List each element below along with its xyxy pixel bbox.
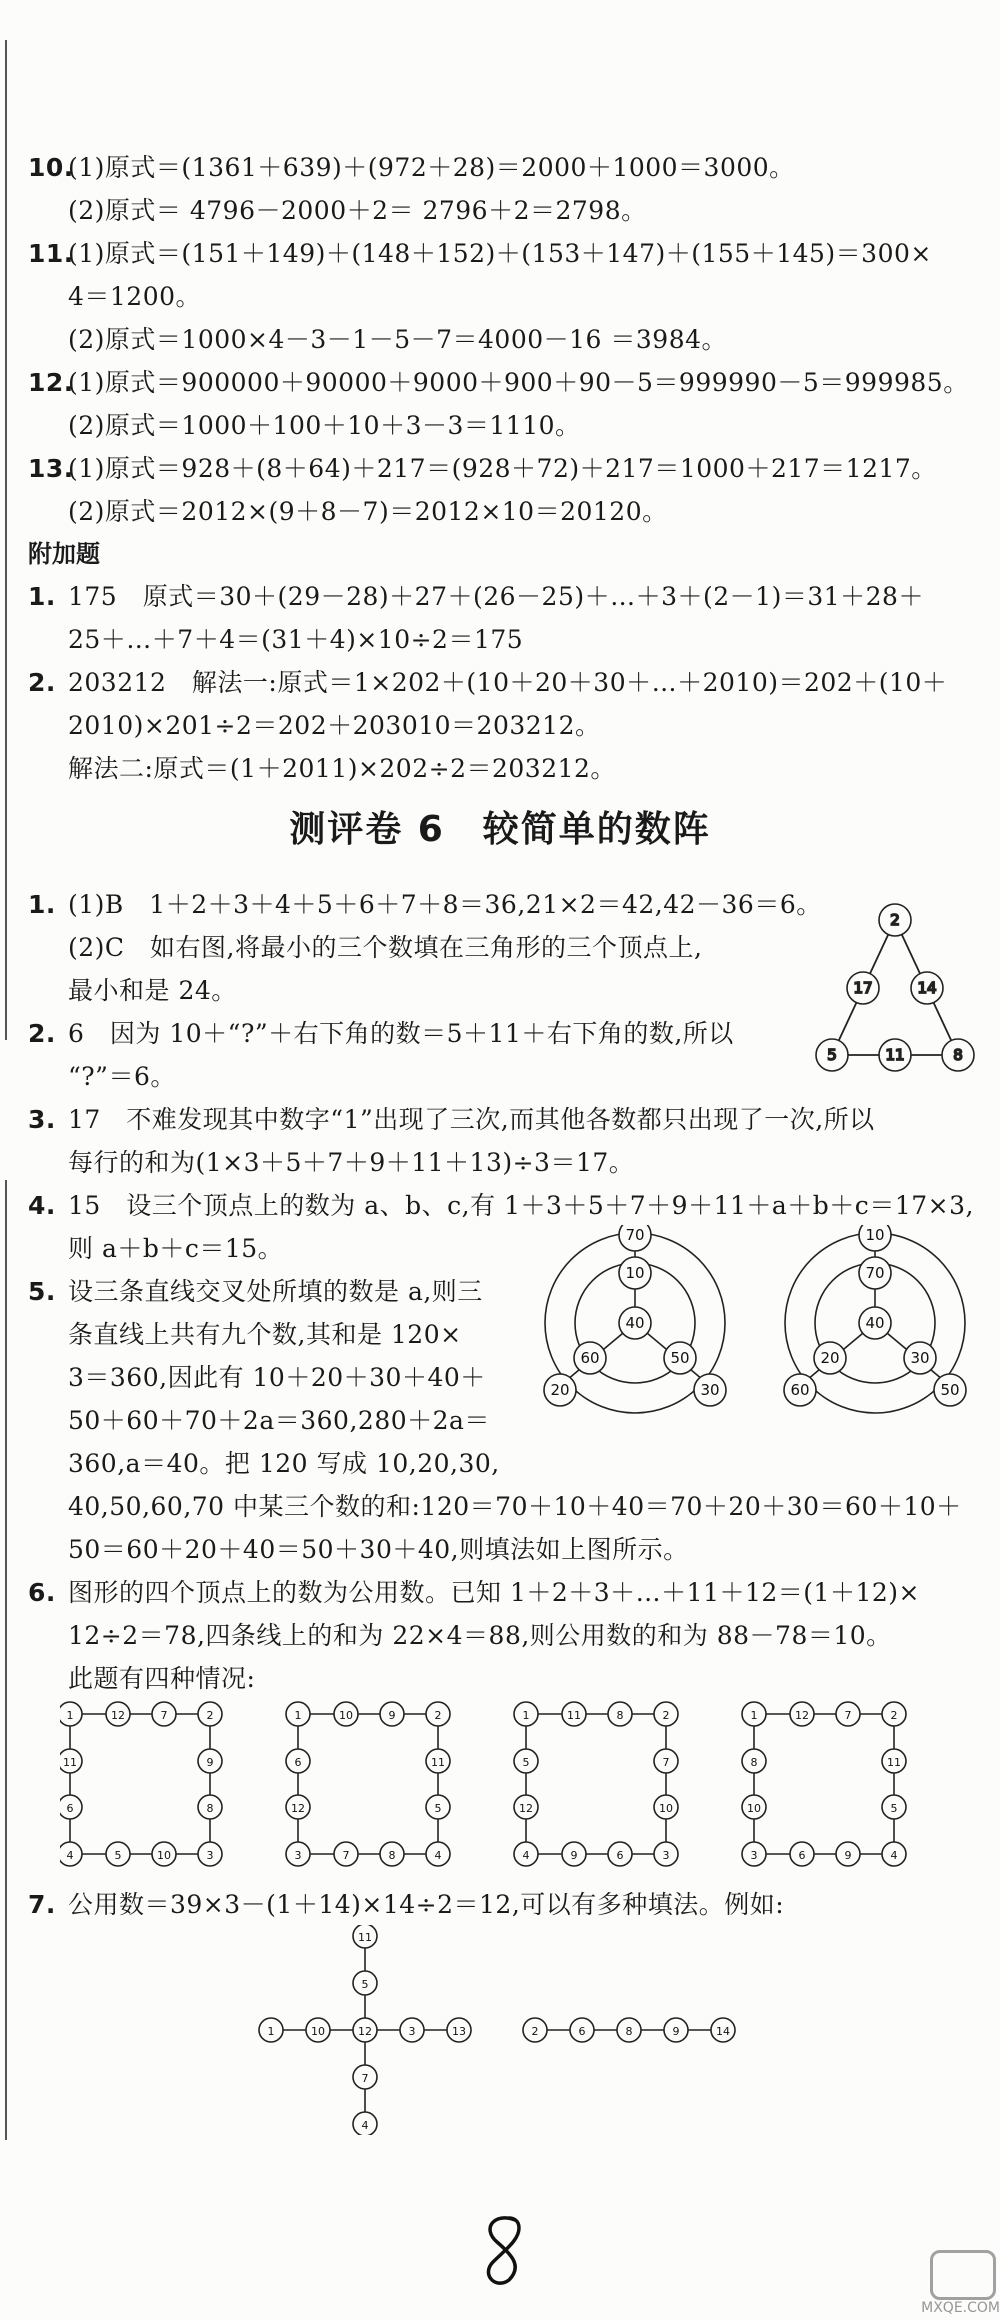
- frame-node-label: 1: [522, 1709, 530, 1722]
- frame-node-label: 7: [662, 1756, 670, 1769]
- frame-node: [198, 1795, 222, 1819]
- frame-node-label: 5: [434, 1802, 442, 1815]
- frame-node: [742, 1749, 766, 1773]
- frame-node-label: 11: [887, 1756, 901, 1769]
- frame-node: [654, 1795, 678, 1819]
- chain-node-label: 2: [531, 2025, 539, 2038]
- frame-node-label: 3: [750, 1849, 758, 1862]
- a5-line-2: 条直线上共有九个数,其和是 120×: [68, 1320, 462, 1349]
- triangle-diagram: [800, 895, 990, 1085]
- a7-number: 7.: [28, 1890, 56, 1919]
- frame-node-label: 5: [522, 1756, 530, 1769]
- ring-node-outer-left: [784, 1374, 816, 1406]
- ring-node-inner-right: [664, 1342, 696, 1374]
- bonus1-line-2: 25＋…＋7＋4＝(31＋4)×10÷2＝175: [68, 625, 524, 654]
- frame-node-label: 2: [890, 1709, 898, 1722]
- cross-node-label: 7: [361, 2072, 369, 2085]
- frame-node: [106, 1842, 130, 1866]
- triangle-node-bottom-right-label: 8: [953, 1046, 963, 1064]
- cross-node: [353, 2065, 377, 2089]
- ring-node-outer-left-label: 60: [790, 1381, 810, 1399]
- ring-node-inner-left: [814, 1342, 846, 1374]
- triangle-node-bottom-mid-label: 11: [885, 1046, 905, 1064]
- frame-node: [790, 1842, 814, 1866]
- ring-node-outer-left: [544, 1374, 576, 1406]
- frame-node-label: 2: [206, 1709, 214, 1722]
- frame-node: [654, 1702, 678, 1726]
- frame-node: [608, 1702, 632, 1726]
- frame-node-label: 3: [662, 1849, 670, 1862]
- frame-node: [60, 1795, 82, 1819]
- chain-node-label: 14: [716, 2025, 730, 2038]
- frame-node: [198, 1749, 222, 1773]
- frame-node: [60, 1842, 82, 1866]
- ring-node-top-label: 10: [865, 1226, 885, 1244]
- frame-node-label: 10: [157, 1849, 171, 1862]
- frame-node: [836, 1842, 860, 1866]
- cross-node: [306, 2018, 330, 2042]
- frame-node: [380, 1842, 404, 1866]
- frame-node: [286, 1702, 310, 1726]
- frame-node: [514, 1749, 538, 1773]
- frame-node: [742, 1795, 766, 1819]
- chain-node-label: 6: [578, 2025, 586, 2038]
- triangle-node-bottom-left: [816, 1039, 848, 1071]
- frame-node-label: 10: [659, 1802, 673, 1815]
- a7-line-1: 公用数＝39×3－(1＋14)×14÷2＝12,可以有多种填法。例如:: [68, 1890, 785, 1919]
- circle-diagram-1: [540, 1225, 730, 1415]
- frame-node: [286, 1749, 310, 1773]
- frame-node-label: 1: [66, 1709, 74, 1722]
- section-title: 测评卷 6 较简单的数阵: [289, 809, 711, 850]
- frame-node: [152, 1702, 176, 1726]
- ring-node-center-label: 40: [865, 1314, 885, 1332]
- frame-node-label: 9: [388, 1709, 396, 1722]
- a1-number: 1.: [28, 890, 56, 919]
- frame-node-label: 12: [291, 1802, 305, 1815]
- frame-node: [654, 1749, 678, 1773]
- ring-node-outer-right: [694, 1374, 726, 1406]
- cross-node: [447, 2018, 471, 2042]
- frame-node: [426, 1842, 450, 1866]
- ring-node-inner-left-label: 20: [820, 1349, 840, 1367]
- q13-number: 13.: [28, 454, 74, 483]
- handwritten-page-number: [475, 2210, 535, 2290]
- frame-node: [106, 1702, 130, 1726]
- watermark-badge: [930, 2250, 996, 2300]
- chain-node-label: 9: [672, 2025, 680, 2038]
- frame-node-label: 6: [294, 1756, 302, 1769]
- triangle-node-left-label: 17: [853, 979, 873, 997]
- frame-node-label: 6: [616, 1849, 624, 1862]
- frame-node: [654, 1842, 678, 1866]
- a2-line-2: “?”＝6。: [68, 1062, 176, 1091]
- cross-node-label: 1: [267, 2025, 275, 2038]
- chain-node: [711, 2018, 735, 2042]
- a3-number: 3.: [28, 1105, 56, 1134]
- cross-node-label: 3: [408, 2025, 416, 2038]
- a1-line-1: (1)B 1＋2＋3＋4＋5＋6＋7＋8＝36,21×2＝42,42－36＝6。: [68, 890, 822, 919]
- a3-line-2: 每行的和为(1×3＋5＋7＋9＋11＋13)÷3＝17。: [68, 1148, 635, 1177]
- frame-node: [60, 1702, 82, 1726]
- bonus2-line-1: 203212 解法一:原式＝1×202＋(10＋20＋30＋…＋2010)＝202＋(10＋: [68, 668, 948, 697]
- frame-node-label: 3: [294, 1849, 302, 1862]
- frame-node: [562, 1842, 586, 1866]
- ring-node-inner-right-label: 30: [910, 1349, 930, 1367]
- frame-node-label: 11: [431, 1756, 445, 1769]
- bonus1-line-1: 175 原式＝30＋(29－28)＋27＋(26－25)＋…＋3＋(2－1)＝31＋28＋: [68, 582, 924, 611]
- cross-node: [353, 2018, 377, 2042]
- bonus2-line-3: 解法二:原式＝(1＋2011)×202÷2＝203212。: [68, 754, 616, 783]
- q10-line-1: (1)原式＝(1361＋639)＋(972＋28)＝2000＋1000＝3000。: [68, 153, 795, 182]
- frame-node-label: 8: [388, 1849, 396, 1862]
- frame-node: [286, 1842, 310, 1866]
- frame-node: [742, 1702, 766, 1726]
- frame-node-label: 4: [66, 1849, 74, 1862]
- ring-node-center-label: 40: [625, 1314, 645, 1332]
- a6-line-3: 此题有四种情况:: [68, 1664, 256, 1693]
- ring-node-center: [859, 1307, 891, 1339]
- frame-node-label: 12: [111, 1709, 125, 1722]
- frame-node-label: 10: [339, 1709, 353, 1722]
- q12-number: 12.: [28, 368, 74, 397]
- chain-node-label: 8: [625, 2025, 633, 2038]
- frame-node: [198, 1702, 222, 1726]
- binding-rule-lower: [5, 1180, 7, 2140]
- ring-node-inner-top: [859, 1257, 891, 1289]
- bonus1-number: 1.: [28, 582, 56, 611]
- a4-line-1: 15 设三个顶点上的数为 a、b、c,有 1＋3＋5＋7＋9＋11＋a＋b＋c＝17×3,: [68, 1191, 974, 1220]
- frame-node-label: 6: [66, 1802, 74, 1815]
- frame-node-label: 7: [160, 1709, 168, 1722]
- frame-node-label: 4: [522, 1849, 530, 1862]
- frame-node-label: 9: [206, 1756, 214, 1769]
- q11-number: 11.: [28, 239, 74, 268]
- frame-node-label: 4: [890, 1849, 898, 1862]
- a6-number: 6.: [28, 1578, 56, 1607]
- frame-node: [152, 1842, 176, 1866]
- binding-rule: [5, 40, 7, 1040]
- cross-node-label: 4: [361, 2119, 369, 2132]
- a3-line-1: 17 不难发现其中数字“1”出现了三次,而其他各数都只出现了一次,所以: [68, 1105, 875, 1134]
- cross-and-chain-diagram: [240, 1925, 760, 2135]
- chain-node: [617, 2018, 641, 2042]
- q11-line-1: (1)原式＝(151＋149)＋(148＋152)＋(153＋147)＋(155＋145)＝300×: [68, 239, 932, 268]
- ring-node-outer-left-label: 20: [550, 1381, 570, 1399]
- watermark-text: MXQE.COM: [921, 2300, 1000, 2316]
- bonus2-number: 2.: [28, 668, 56, 697]
- ring-node-inner-left-label: 60: [580, 1349, 600, 1367]
- cross-node: [259, 2018, 283, 2042]
- frame-node-label: 7: [844, 1709, 852, 1722]
- frame-node: [514, 1842, 538, 1866]
- ring-node-outer-right: [934, 1374, 966, 1406]
- q10-line-2: (2)原式＝ 4796－2000＋2＝ 2796＋2＝2798。: [68, 196, 647, 225]
- frame-node: [60, 1749, 82, 1773]
- frame-node: [790, 1702, 814, 1726]
- q12-line-1: (1)原式＝900000＋90000＋9000＋900＋90－5＝999990－5＝999985。: [68, 368, 969, 397]
- chain-node: [523, 2018, 547, 2042]
- frame-node: [882, 1702, 906, 1726]
- frame-node-label: 10: [747, 1802, 761, 1815]
- cross-node-label: 12: [358, 2025, 372, 2038]
- frame-node: [514, 1702, 538, 1726]
- frame-node: [426, 1702, 450, 1726]
- a5-number: 5.: [28, 1277, 56, 1306]
- a5-line-5: 360,a＝40。把 120 写成 10,20,30,: [68, 1449, 500, 1478]
- frame-node-label: 8: [750, 1756, 758, 1769]
- triangle-node-left: [847, 972, 879, 1004]
- cross-node-label: 5: [361, 1978, 369, 1991]
- a6-line-2: 12÷2＝78,四条线上的和为 22×4＝88,则公用数的和为 88－78＝10。: [68, 1621, 892, 1650]
- triangle-node-bottom-mid: [879, 1039, 911, 1071]
- q11-line-2: 4＝1200。: [68, 282, 202, 311]
- ring-node-inner-top-label: 10: [625, 1264, 645, 1282]
- triangle-node-bottom-right: [942, 1039, 974, 1071]
- triangle-node-right-label: 14: [917, 979, 937, 997]
- ring-node-top: [859, 1225, 891, 1251]
- cross-node-label: 10: [311, 2025, 325, 2038]
- frame-node-label: 8: [616, 1709, 624, 1722]
- chain-node: [570, 2018, 594, 2042]
- ring-node-inner-right-label: 50: [670, 1349, 690, 1367]
- frame-node-label: 11: [63, 1756, 77, 1769]
- triangle-node-top: [879, 904, 911, 936]
- cross-node: [400, 2018, 424, 2042]
- frame-node-label: 5: [890, 1802, 898, 1815]
- frame-node: [426, 1795, 450, 1819]
- q13-line-2: (2)原式＝2012×(9＋8－7)＝2012×10＝20120。: [68, 497, 668, 526]
- frame-node: [882, 1842, 906, 1866]
- ring-node-inner-left: [574, 1342, 606, 1374]
- cross-node: [353, 2112, 377, 2135]
- a5-line-6: 40,50,60,70 中某三个数的和:120＝70＋10＋40＝70＋20＋30＝60＋10＋: [68, 1492, 962, 1521]
- frame-node: [514, 1795, 538, 1819]
- cross-node-label: 13: [452, 2025, 466, 2038]
- frame-node: [286, 1795, 310, 1819]
- triangle-node-right: [911, 972, 943, 1004]
- frame-node-label: 2: [434, 1709, 442, 1722]
- triangle-node-bottom-left-label: 5: [827, 1046, 837, 1064]
- a6-line-1: 图形的四个顶点上的数为公用数。已知 1＋2＋3＋…＋11＋12＝(1＋12)×: [68, 1578, 920, 1607]
- frame-node: [562, 1702, 586, 1726]
- a2-line-1: 6 因为 10＋“?”＋右下角的数＝5＋11＋右下角的数,所以: [68, 1019, 734, 1048]
- a5-line-4: 50＋60＋70＋2a＝360,280＋2a＝: [68, 1406, 490, 1435]
- q11-line-3: (2)原式＝1000×4－3－1－5－7＝4000－16 ＝3984。: [68, 325, 728, 354]
- ring-node-inner-top: [619, 1257, 651, 1289]
- q12-line-2: (2)原式＝1000＋100＋10＋3－3＝1110。: [68, 411, 581, 440]
- frame-node-label: 5: [114, 1849, 122, 1862]
- frame-node: [334, 1702, 358, 1726]
- ring-node-center: [619, 1307, 651, 1339]
- bonus-heading: 附加题: [28, 540, 100, 568]
- bonus2-line-2: 2010)×201÷2＝202＋203010＝203212。: [68, 711, 601, 740]
- frame-node-label: 12: [795, 1709, 809, 1722]
- frame-node-label: 6: [798, 1849, 806, 1862]
- frame-node-label: 3: [206, 1849, 214, 1862]
- frame-node: [198, 1842, 222, 1866]
- frame-node: [742, 1842, 766, 1866]
- frame-node: [380, 1702, 404, 1726]
- ring-node-top: [619, 1225, 651, 1251]
- a2-number: 2.: [28, 1019, 56, 1048]
- a5-line-1: 设三条直线交叉处所填的数是 a,则三: [68, 1277, 483, 1306]
- ring-node-inner-top-label: 70: [865, 1264, 885, 1282]
- frame-node: [882, 1749, 906, 1773]
- frame-node-label: 2: [662, 1709, 670, 1722]
- a4-number: 4.: [28, 1191, 56, 1220]
- ring-node-outer-right-label: 50: [940, 1381, 960, 1399]
- frame-node-label: 8: [206, 1802, 214, 1815]
- frame-node-label: 12: [519, 1802, 533, 1815]
- frame-node: [608, 1842, 632, 1866]
- cross-node-label: 11: [358, 1931, 372, 1944]
- a1-line-2: (2)C 如右图,将最小的三个数填在三角形的三个顶点上,: [68, 933, 703, 962]
- a5-line-7: 50＝60＋20＋40＝50＋30＋40,则填法如上图所示。: [68, 1535, 689, 1564]
- frame-node: [836, 1702, 860, 1726]
- q10-number: 10.: [28, 153, 74, 182]
- frame-diagrams: [60, 1700, 960, 1870]
- a1-line-3: 最小和是 24。: [68, 976, 237, 1005]
- q13-line-1: (1)原式＝928＋(8＋64)＋217＝(928＋72)＋217＝1000＋217＝1217。: [68, 454, 937, 483]
- ring-node-outer-right-label: 30: [700, 1381, 720, 1399]
- ring-node-inner-right: [904, 1342, 936, 1374]
- frame-node: [426, 1749, 450, 1773]
- a4-line-2: 则 a＋b＋c＝15。: [68, 1234, 284, 1263]
- frame-node-label: 9: [844, 1849, 852, 1862]
- triangle-node-top-label: 2: [890, 911, 900, 929]
- ring-node-top-label: 70: [625, 1226, 645, 1244]
- cross-node: [353, 1925, 377, 1948]
- cross-node: [353, 1971, 377, 1995]
- frame-node: [334, 1842, 358, 1866]
- frame-node-label: 1: [294, 1709, 302, 1722]
- frame-node: [882, 1795, 906, 1819]
- frame-node-label: 4: [434, 1849, 442, 1862]
- circle-diagram-2: [780, 1225, 970, 1415]
- frame-node-label: 1: [750, 1709, 758, 1722]
- watermark-logo: [850, 2250, 1000, 2316]
- chain-node: [664, 2018, 688, 2042]
- frame-node-label: 9: [570, 1849, 578, 1862]
- a5-line-3: 3＝360,因此有 10＋20＋30＋40＋: [68, 1363, 486, 1392]
- frame-node-label: 11: [567, 1709, 581, 1722]
- frame-node-label: 7: [342, 1849, 350, 1862]
